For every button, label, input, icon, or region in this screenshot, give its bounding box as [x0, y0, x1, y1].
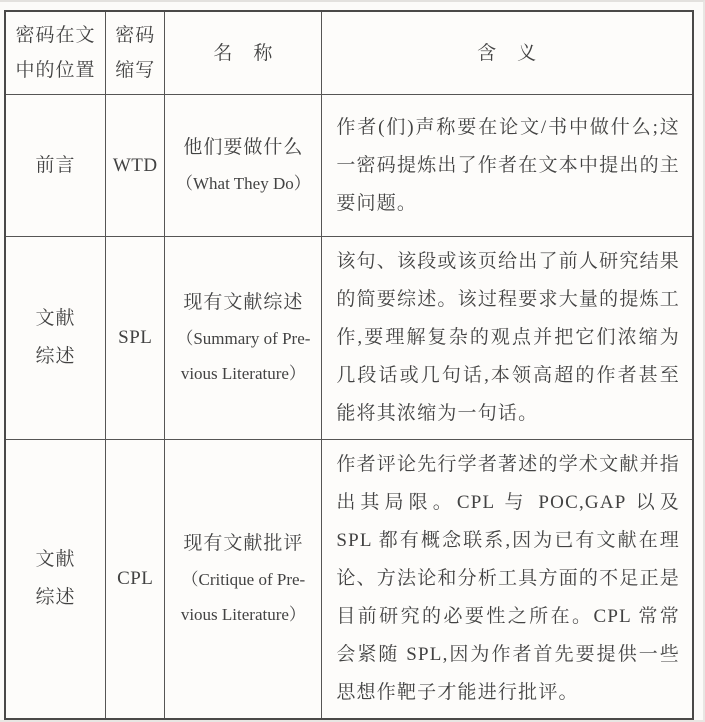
abbr-text: SPL — [118, 327, 153, 348]
header-position-line1: 密码在文 — [15, 25, 96, 46]
position-text-line2: 综述 — [35, 346, 76, 367]
position-text-line2: 综述 — [35, 587, 76, 608]
name-cn-text: 现有文献综述 — [183, 292, 304, 313]
meaning-text: 该句、该段或该页给出了前人研究结果的简要综述。该过程要求大量的提炼工作,要理解复杂的观点并把它们浓缩为几段话或几句话,本领高超的作者甚至能将其浓缩为一句话。 — [336, 251, 680, 424]
table-row-spl — [5, 237, 693, 440]
table-row-wtd — [5, 95, 693, 237]
table-header-row — [5, 11, 693, 95]
name-en-text-line2: vious Literature） — [180, 364, 306, 383]
header-cell-name — [165, 11, 322, 95]
code-table — [4, 10, 694, 720]
header-meaning-label: 含 义 — [477, 42, 538, 64]
name-cell — [165, 440, 322, 720]
meaning-text: 作者评论先行学者著述的学术文献并指出其局限。CPL 与 POC,GAP 以及 SPL 都有概念联系,因为已有文献在理论、方法论和分析工具方面的不足正是目前研究的必要性之所在。CPL 常常会紧随 SPL,因为作者首先要提供一些思想作靶子才能进行批评。 — [336, 454, 680, 703]
position-text-line1: 文献 — [35, 308, 76, 329]
abbr-text: WTD — [112, 154, 158, 176]
abbr-cell — [106, 95, 165, 237]
header-cell-abbr — [106, 11, 165, 95]
table-row-cpl — [5, 440, 693, 720]
header-cell-meaning — [322, 11, 693, 95]
header-abbr-line1: 密码 — [115, 25, 156, 46]
meaning-cell — [322, 440, 693, 720]
name-cn-text: 他们要做什么 — [183, 137, 304, 158]
meaning-text: 作者(们)声称要在论文/书中做什么;这一密码提炼出了作者在文本中提出的主要问题。 — [336, 116, 680, 214]
meaning-cell — [322, 237, 693, 440]
name-en-text-line1: （Summary of Pre- — [176, 329, 311, 348]
name-en-text-line2: vious Literature） — [180, 605, 306, 624]
header-name-label: 名 称 — [213, 42, 274, 64]
name-en-text: （What They Do） — [176, 174, 311, 193]
meaning-cell — [322, 95, 693, 237]
position-text: 前言 — [35, 154, 76, 176]
position-cell — [5, 440, 106, 720]
position-cell — [5, 237, 106, 440]
name-cn-text: 现有文献批评 — [183, 533, 304, 554]
abbr-cell — [106, 440, 165, 720]
abbr-text: CPL — [117, 568, 154, 589]
position-cell — [5, 95, 106, 237]
position-text-line1: 文献 — [35, 549, 76, 570]
name-cell — [165, 237, 322, 440]
header-position-line2: 中的位置 — [15, 60, 96, 81]
header-cell-position — [5, 11, 106, 95]
name-en-text-line1: （Critique of Pre- — [181, 570, 306, 589]
abbr-cell — [106, 237, 165, 440]
header-abbr-line2: 缩写 — [115, 60, 156, 81]
name-cell — [165, 95, 322, 237]
